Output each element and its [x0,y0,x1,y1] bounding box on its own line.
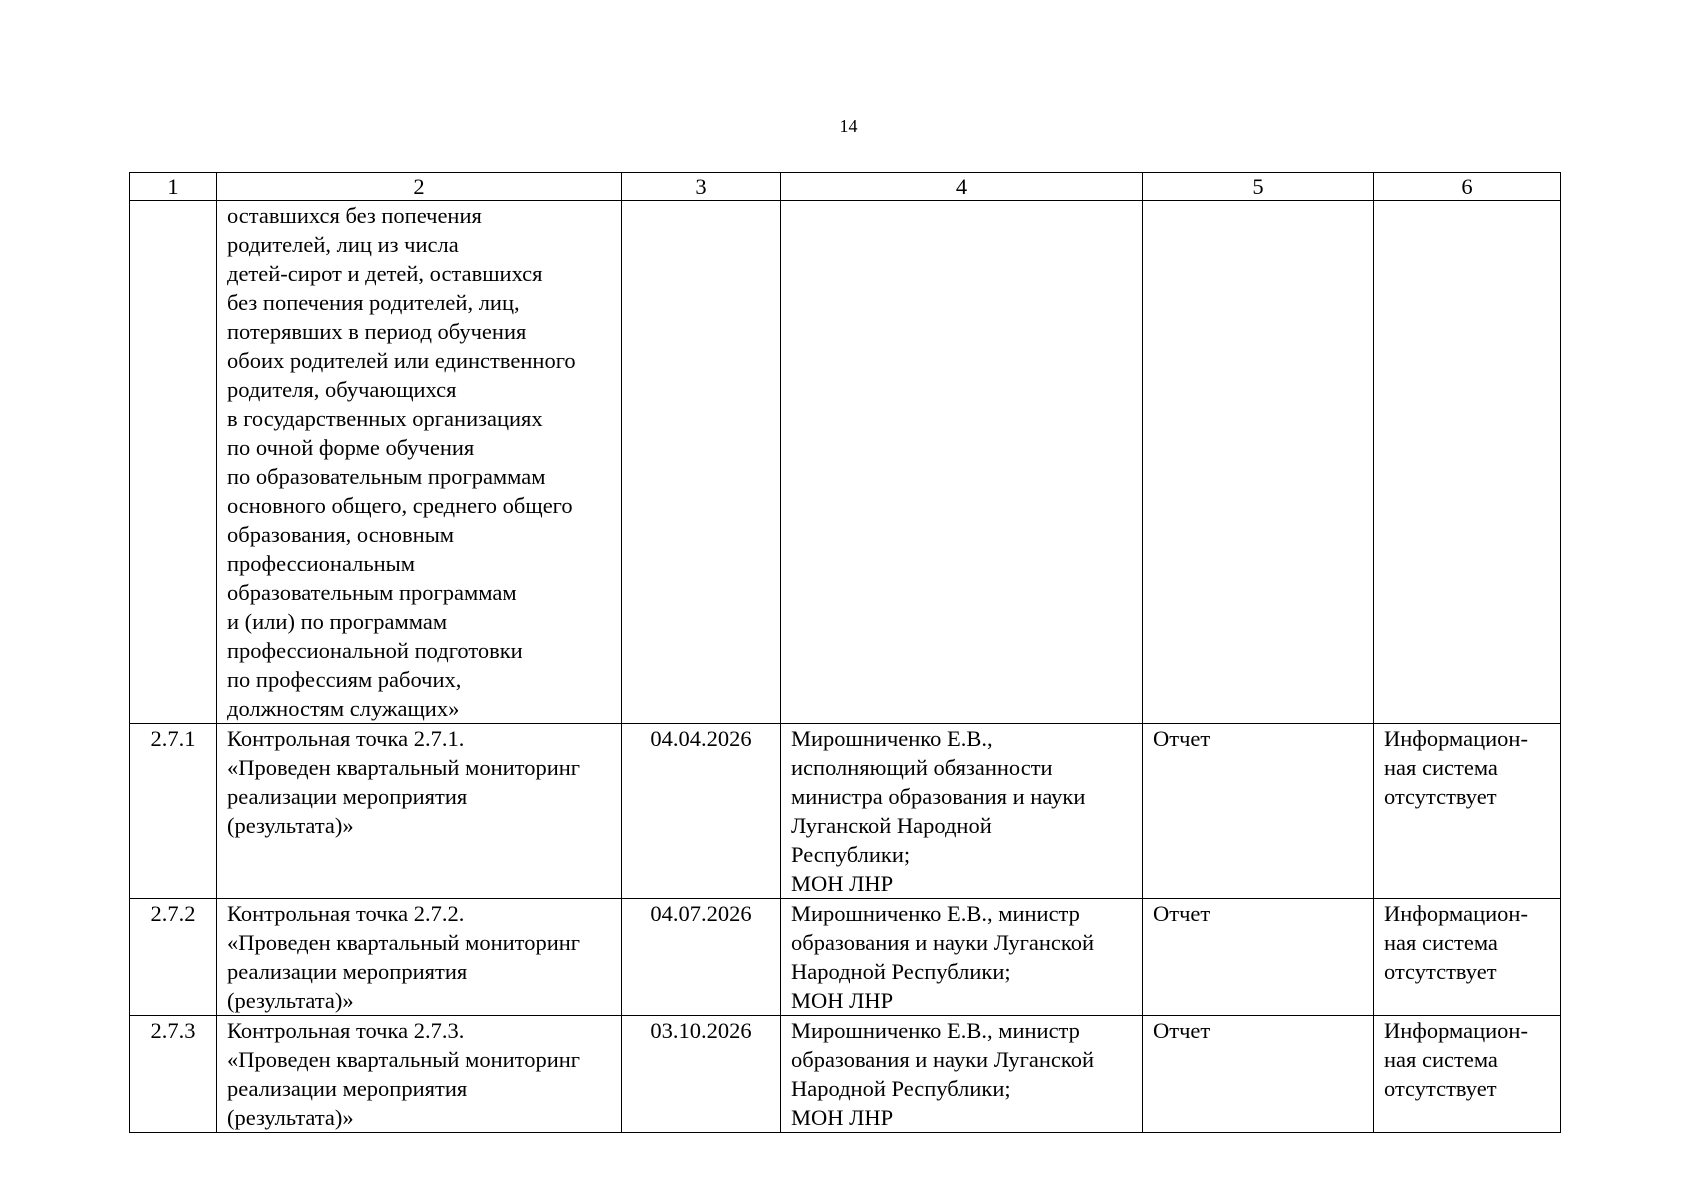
table-row [130,899,1561,1016]
table-row-continuation [130,201,1561,724]
cell-document [1143,201,1374,724]
cell-responsible [781,201,1143,724]
cell-description: Контрольная точка 2.7.3. «Проведен квартальный мониторинг реализации мероприятия (результата)» [217,1016,622,1133]
cell-date [622,201,781,724]
column-header-2: 2 [217,173,622,201]
cell-num: 2.7.3 [130,1016,217,1133]
cell-date: 03.10.2026 [622,1016,781,1133]
cell-num: 2.7.2 [130,899,217,1016]
cell-system [1374,201,1561,724]
cell-document: Отчет [1143,899,1374,1016]
column-header-6: 6 [1374,173,1561,201]
cell-responsible: Мирошниченко Е.В., министр образования и науки Луганской Народной Республики; МОН ЛНР [781,899,1143,1016]
cell-system: Информацион- ная система отсутствует [1374,724,1561,899]
cell-description: Контрольная точка 2.7.2. «Проведен квартальный мониторинг реализации мероприятия (результата)» [217,899,622,1016]
control-points-table [129,172,1561,1133]
cell-date: 04.04.2026 [622,724,781,899]
column-header-3: 3 [622,173,781,201]
column-header-1: 1 [130,173,217,201]
page-number: 14 [839,116,858,136]
cell-responsible: Мирошниченко Е.В., министр образования и науки Луганской Народной Республики; МОН ЛНР [781,1016,1143,1133]
cell-document: Отчет [1143,1016,1374,1133]
cell-description: оставшихся без попечения родителей, лиц из числа детей-сирот и детей, оставшихся без попечения родителей, лиц, потерявших в период обучения обоих родителей или единственного родителя, обучающихся в государственных организациях по очной форме обучения по образовательным программам основного общего, среднего общего образования, основным профессиональным образовательным программам и (или) по программам профессиональной подготовки по профессиям рабочих, должностям служащих» [217,201,622,724]
column-header-5: 5 [1143,173,1374,201]
cell-num: 2.7.1 [130,724,217,899]
cell-description: Контрольная точка 2.7.1. «Проведен квартальный мониторинг реализации мероприятия (результата)» [217,724,622,899]
table-row [130,724,1561,899]
cell-date: 04.07.2026 [622,899,781,1016]
table-header-row [130,173,1561,201]
cell-num [130,201,217,724]
cell-system: Информацион- ная система отсутствует [1374,1016,1561,1133]
cell-responsible: Мирошниченко Е.В., исполняющий обязанности министра образования и науки Луганской Народной Республики; МОН ЛНР [781,724,1143,899]
table-row [130,1016,1561,1133]
column-header-4: 4 [781,173,1143,201]
cell-system: Информацион- ная система отсутствует [1374,899,1561,1016]
cell-document: Отчет [1143,724,1374,899]
